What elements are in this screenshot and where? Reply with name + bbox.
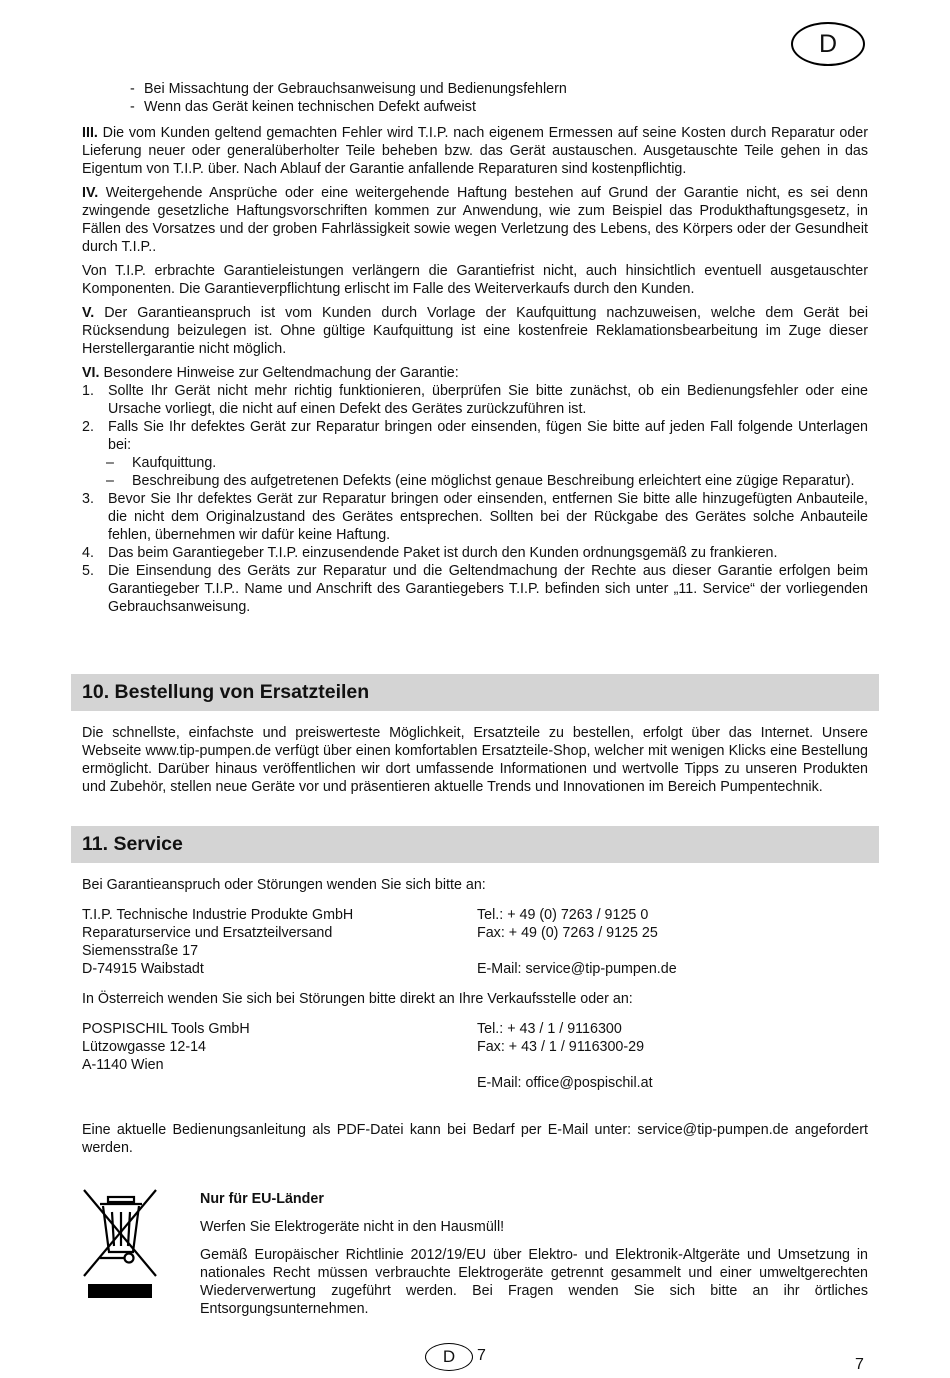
- list-item: [82, 80, 868, 98]
- eu-notice-heading: Nur für EU-Länder: [200, 1191, 324, 1207]
- item-text: Das beim Garantiegeber T.I.P. einzusendende Paket ist durch den Kunden ordnungsgemäß zu frankieren.: [108, 545, 778, 561]
- paragraph-text: Besondere Hinweise zur Geltendmachung der Garantie:: [103, 365, 459, 381]
- item-number: 4.: [82, 545, 94, 561]
- list-item-text: Wenn das Gerät keinen technischen Defekt aufweist: [144, 99, 476, 115]
- street-address: Lützowgasse 12-14: [82, 1039, 206, 1055]
- pdf-manual-note: Eine aktuelle Bedienungsanleitung als PDF-Datei kann bei Bedarf per E-Mail unter: service@tip-pumpen.de angefordert werden.: [82, 1122, 868, 1156]
- sub-list-item: [82, 472, 868, 490]
- language-badge: D: [791, 22, 865, 66]
- eu-notice-details: Gemäß Europäischer Richtlinie 2012/19/EU über Elektro- und Elektronik-Altgeräte und Umsetzung in nationales Recht müssen verbrauchte Elektrogeräte getrennt gesammelt und einer umweltgerechten Wiederverwertung zugeführt werden. Bei Fragen wenden Sie sich bitte an ihr örtliches Entsorgungsunternehmen.: [200, 1247, 868, 1317]
- service-intro: Bei Garantieanspruch oder Störungen wenden Sie sich bitte an:: [82, 877, 486, 893]
- paragraph-text: Der Garantieanspruch ist vom Kunden durch Vorlage der Kaufquittung nachzuweisen, welche dem Gerät bei Rücksendung beizulegen ist. Ohne gültige Kaufquittung ist eine kostenfreie Reklamationsbearbeitung im Zuge dieser Herstellergarantie nicht möglich.: [82, 305, 868, 357]
- numbered-item: [82, 562, 868, 616]
- paragraph-text: Die vom Kunden geltend gemachten Fehler wird T.I.P. nach eigenem Ermessen auf seine Kosten durch Reparatur oder Lieferung neuer oder generalüberholter Teile beheben bzw. das Gerät austauschen. Ausgetauschte Teile gehen in das Eigentum von T.I.P. über. Nach Ablauf der Garantie anfallende Reparaturen sind kostenpflichtig.: [82, 125, 868, 177]
- page-number: 7: [855, 1356, 864, 1373]
- item-text: Sollte Ihr Gerät nicht mehr richtig funktionieren, überprüfen Sie bitte zunächst, ob ein Bedienungsfehler oder eine Ursache vorliegt, die nicht auf einen Defekt des Gerätes zurückzuführen ist.: [108, 383, 868, 417]
- numbered-item: [82, 490, 868, 544]
- paragraph-iii: [82, 124, 868, 178]
- list-dash: –: [106, 473, 114, 489]
- paragraph-iv-extra: Von T.I.P. erbrachte Garantieleistungen verlängern die Garantiefrist nicht, auch hinsichtlich eventuell ausgetauschter Komponenten. Die Garantieverpflichtung erlischt im Falle des Weiterverkaufs durch den Kunden.: [82, 263, 868, 297]
- paragraph-label: VI.: [82, 365, 100, 381]
- city-address: A-1140 Wien: [82, 1057, 164, 1073]
- paragraph-vi: [82, 364, 868, 382]
- phone-number: Tel.: + 43 / 1 / 9116300: [477, 1021, 622, 1037]
- paragraph-v: [82, 304, 868, 358]
- paragraph-label: III.: [82, 125, 98, 141]
- section-10-header: [71, 674, 879, 711]
- contact-germany: [82, 906, 868, 978]
- section-title: 11. Service: [82, 833, 183, 855]
- company-name: T.I.P. Technische Industrie Produkte GmbH: [82, 907, 354, 923]
- paragraph-iv: [82, 184, 868, 256]
- numbered-item: [82, 382, 868, 418]
- item-number: 3.: [82, 491, 94, 507]
- eu-notice: [200, 1190, 868, 1318]
- fax-number: Fax: + 43 / 1 / 9116300-29: [477, 1039, 645, 1055]
- warranty-text: [82, 80, 868, 616]
- contact-austria: [82, 1020, 868, 1092]
- sub-item-text: Kaufquittung.: [132, 455, 217, 471]
- list-item-text: Bei Missachtung der Gebrauchsanweisung und Bedienungsfehlern: [144, 81, 567, 97]
- sub-list-item: [82, 454, 868, 472]
- city-address: D-74915 Waibstadt: [82, 961, 204, 977]
- section-10-text: Die schnellste, einfachste und preiswerteste Möglichkeit, Ersatzteile zu bestellen, erfolgt über das Internet. Unsere Webseite www.tip-pumpen.de verfügt über einen komfortablen Ersatzteile-Shop, welcher mit wenigen Klicks eine Bestellung ermöglicht. Darüber hinaus veröffentlichen wir dort umfassende Informationen und wertvolle Tipps zu unseren Produkten und Zubehör, stellen neue Geräte vor und präsentieren aktuelle Trends und Innovationen im Bereich Pumpentechnik.: [82, 725, 868, 795]
- item-text: Bevor Sie Ihr defektes Gerät zur Reparatur bringen oder einsenden, entfernen Sie bitte alle hinzugefügten Anbauteile, die nicht dem Originalzustand des Gerätes entsprechen. Sollten bei der Rückgabe des Gerätes solche Anbauteile fehlen, übernehmen wir dafür keine Haftung.: [108, 491, 868, 543]
- paragraph-text: Weitergehende Ansprüche oder eine weitergehende Haftung bestehen auf Grund der Garantie nicht, es sei denn zwingende gesetzliche Haftungsvorschriften kommen zur Anwendung, wie zum Beispiel das Produkthaftungsgesetz, in Fällen des Vorsatzes und der groben Fahrlässigkeit sowie wegen Verletzung des Lebens, des Körpers oder der Gesundheit durch T.I.P..: [82, 185, 868, 255]
- paragraph-label: IV.: [82, 185, 99, 201]
- sub-item-text: Beschreibung des aufgetretenen Defekts (eine möglichst genaue Beschreibung erleichtert eine zügige Reparatur).: [132, 473, 855, 489]
- eu-notice-line: Werfen Sie Elektrogeräte nicht in den Hausmüll!: [200, 1219, 505, 1235]
- weee-bin-icon: [82, 1188, 158, 1300]
- company-name: POSPISCHIL Tools GmbH: [82, 1021, 250, 1037]
- numbered-item: [82, 544, 868, 562]
- list-dash: -: [130, 99, 135, 115]
- item-number: 1.: [82, 383, 94, 399]
- phone-number: Tel.: + 49 (0) 7263 / 9125 0: [477, 907, 649, 923]
- section-title: 10. Bestellung von Ersatzteilen: [82, 681, 370, 703]
- email-address[interactable]: E-Mail: service@tip-pumpen.de: [477, 961, 677, 977]
- footer-badge-page: 7: [477, 1347, 486, 1364]
- paragraph-label: V.: [82, 305, 95, 321]
- item-number: 2.: [82, 419, 94, 435]
- item-number: 5.: [82, 563, 94, 579]
- numbered-item: [82, 418, 868, 454]
- department: Reparaturservice und Ersatzteilversand: [82, 925, 333, 941]
- item-text: Falls Sie Ihr defektes Gerät zur Reparatur bringen oder einsenden, fügen Sie bitte auf jeden Fall folgende Unterlagen bei:: [108, 419, 868, 453]
- item-text: Die Einsendung des Geräts zur Reparatur und die Geltendmachung der Rechte aus dieser Garantie erfolgen beim Garantiegeber T.I.P.. Name und Anschrift des Garantiegebers T.I.P. befinden sich unter „11. Service“ der vorliegenden Gebrauchsanweisung.: [108, 563, 868, 615]
- list-item: [82, 98, 868, 116]
- list-dash: –: [106, 455, 114, 471]
- fax-number: Fax: + 49 (0) 7263 / 9125 25: [477, 925, 658, 941]
- footer-language-badge: D: [425, 1343, 473, 1371]
- section-11-header: [71, 826, 879, 863]
- austria-intro: In Österreich wenden Sie sich bei Störungen bitte direkt an Ihre Verkaufsstelle oder an:: [82, 991, 633, 1007]
- email-address[interactable]: E-Mail: office@pospischil.at: [477, 1075, 653, 1091]
- street-address: Siemensstraße 17: [82, 943, 199, 959]
- list-dash: -: [130, 81, 135, 97]
